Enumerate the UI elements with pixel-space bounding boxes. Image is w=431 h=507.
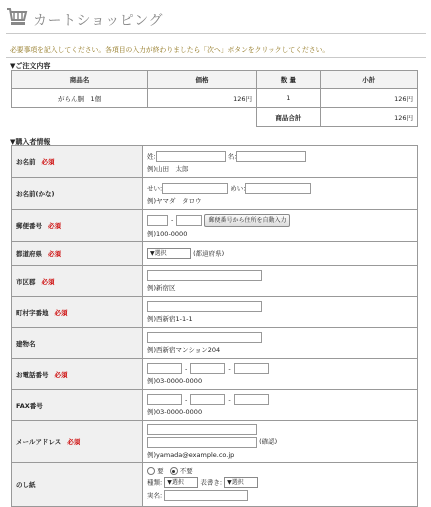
street-input[interactable] xyxy=(147,301,262,312)
label-city: 市区郡 必須 xyxy=(12,266,143,297)
fax-part3-input[interactable] xyxy=(234,394,269,405)
fax-hint: 例)03-0000-0000 xyxy=(147,408,203,416)
noshi-omotegaki-label: 表書き: xyxy=(200,478,223,487)
required-badge: 必須 xyxy=(41,158,55,166)
required-badge: 必須 xyxy=(67,438,81,446)
noshi-yes-radio[interactable] xyxy=(147,467,155,475)
header-divider xyxy=(6,33,426,34)
noshi-name-label: 実名: xyxy=(147,491,163,500)
label-street: 町村字番地 必須 xyxy=(12,297,143,328)
row-noshi xyxy=(12,463,418,507)
cell-price: 126円 xyxy=(148,89,257,108)
first-name-input[interactable] xyxy=(236,151,306,162)
zip-hint: 例)100-0000 xyxy=(147,229,188,238)
noshi-kind-label: 種類: xyxy=(147,478,163,487)
street-hint: 例)西新宿1-1-1 xyxy=(147,315,193,323)
label-noshi: のし紙 xyxy=(12,463,143,507)
email-confirm-input[interactable] xyxy=(147,437,257,448)
name-hint: 例)山田 太郎 xyxy=(147,164,189,173)
label-kana: お名前(かな) xyxy=(12,178,143,210)
phone-hint: 例)03-0000-0000 xyxy=(147,377,203,385)
row-name xyxy=(12,146,418,178)
field-email xyxy=(143,421,418,463)
row-kana xyxy=(12,178,418,210)
zip-part2-input[interactable] xyxy=(176,215,202,226)
app-title: カートショッピング xyxy=(33,13,163,29)
zip-autofill-button[interactable]: 郵便番号から住所を自動入力 xyxy=(204,214,290,227)
label-phone: お電話番号 必須 xyxy=(12,359,143,390)
total-value: 126円 xyxy=(320,108,417,127)
label-zip: 郵便番号 必須 xyxy=(12,210,143,242)
instructions-text: 必要事項を記入してください。各項目の入力が終わりましたら「次へ」ボタンをクリックしてください。 xyxy=(10,46,330,54)
cell-quantity: 1 xyxy=(257,89,321,108)
header xyxy=(6,6,426,32)
total-row xyxy=(12,108,418,127)
required-badge: 必須 xyxy=(54,370,68,379)
label-fax: FAX番号 xyxy=(12,390,143,421)
col-quantity: 数 量 xyxy=(257,71,321,89)
prefecture-note: (都道府県) xyxy=(193,249,225,258)
noshi-omotegaki-select[interactable]: ▼選択 xyxy=(224,477,258,488)
email-confirm-note: (確認) xyxy=(259,437,278,446)
field-phone: - - 例)03-0000-0000 xyxy=(143,359,418,390)
prefecture-select[interactable]: ▼選択 xyxy=(147,248,191,259)
fax-part1-input[interactable] xyxy=(147,394,182,405)
last-name-input[interactable] xyxy=(156,151,226,162)
phone-part3-input[interactable] xyxy=(234,363,269,374)
field-city xyxy=(143,266,418,297)
noshi-no-label: 不要 xyxy=(179,467,193,475)
col-price: 価格 xyxy=(148,71,257,89)
label-email: メールアドレス 必須 xyxy=(12,421,143,463)
noshi-kind-select[interactable]: ▼選択 xyxy=(164,477,198,488)
field-name: 姓: 名: 例)山田 太郎 xyxy=(143,146,418,178)
shopping-cart-icon xyxy=(6,6,28,28)
field-building xyxy=(143,328,418,359)
city-hint: 例)新宿区 xyxy=(147,284,176,292)
field-zip: - 郵便番号から住所を自動入力 例)100-0000 xyxy=(143,210,418,242)
row-street xyxy=(12,297,418,328)
row-prefecture xyxy=(12,242,418,266)
table-row xyxy=(12,89,418,108)
label-building: 建物名 xyxy=(12,328,143,359)
field-street xyxy=(143,297,418,328)
noshi-no-radio[interactable] xyxy=(170,467,178,475)
field-kana: せい: めい: 例)ヤマダ タロウ xyxy=(143,178,418,210)
city-input[interactable] xyxy=(147,270,262,281)
noshi-name-input[interactable] xyxy=(164,490,248,501)
last-kana-input[interactable] xyxy=(162,183,228,194)
order-table xyxy=(11,70,418,127)
noshi-yes-label: 要 xyxy=(157,467,164,475)
zip-part1-input[interactable] xyxy=(147,215,168,226)
row-city xyxy=(12,266,418,297)
fax-part2-input[interactable] xyxy=(190,394,225,405)
row-building xyxy=(12,328,418,359)
required-badge: 必須 xyxy=(48,250,61,258)
row-fax xyxy=(12,390,418,421)
kana-hint: 例)ヤマダ タロウ xyxy=(147,196,202,205)
cell-product-name: がらん胴 1個 xyxy=(12,89,148,108)
email-input[interactable] xyxy=(147,424,257,435)
total-label: 商品合計 xyxy=(257,108,321,127)
cell-subtotal: 126円 xyxy=(320,89,417,108)
instructions-divider xyxy=(6,57,426,58)
order-section-title: ▼ご注文内容 xyxy=(10,62,51,70)
buyer-section-title: ▼購入者情報 xyxy=(10,138,51,146)
buyer-form-table xyxy=(11,145,418,507)
field-fax: - - 例)03-0000-0000 xyxy=(143,390,418,421)
required-badge: 必須 xyxy=(41,277,55,286)
label-prefecture: 都道府県 必須 xyxy=(12,242,143,266)
field-noshi xyxy=(143,463,418,507)
total-spacer xyxy=(12,108,257,127)
first-kana-input[interactable] xyxy=(245,183,311,194)
email-hint: 例)yamada@example.co.jp xyxy=(147,451,235,459)
building-input[interactable] xyxy=(147,332,262,343)
row-email xyxy=(12,421,418,463)
building-hint: 例)西新宿マンション204 xyxy=(147,346,221,354)
row-phone xyxy=(12,359,418,390)
phone-part1-input[interactable] xyxy=(147,363,182,374)
label-name: お名前 必須 xyxy=(12,146,143,178)
field-prefecture xyxy=(143,242,418,266)
row-zip xyxy=(12,210,418,242)
required-badge: 必須 xyxy=(48,222,61,230)
order-header-row xyxy=(12,71,418,89)
phone-part2-input[interactable] xyxy=(190,363,225,374)
required-badge: 必須 xyxy=(54,308,68,317)
col-subtotal: 小計 xyxy=(320,71,417,89)
col-product-name: 商品名 xyxy=(12,71,148,89)
